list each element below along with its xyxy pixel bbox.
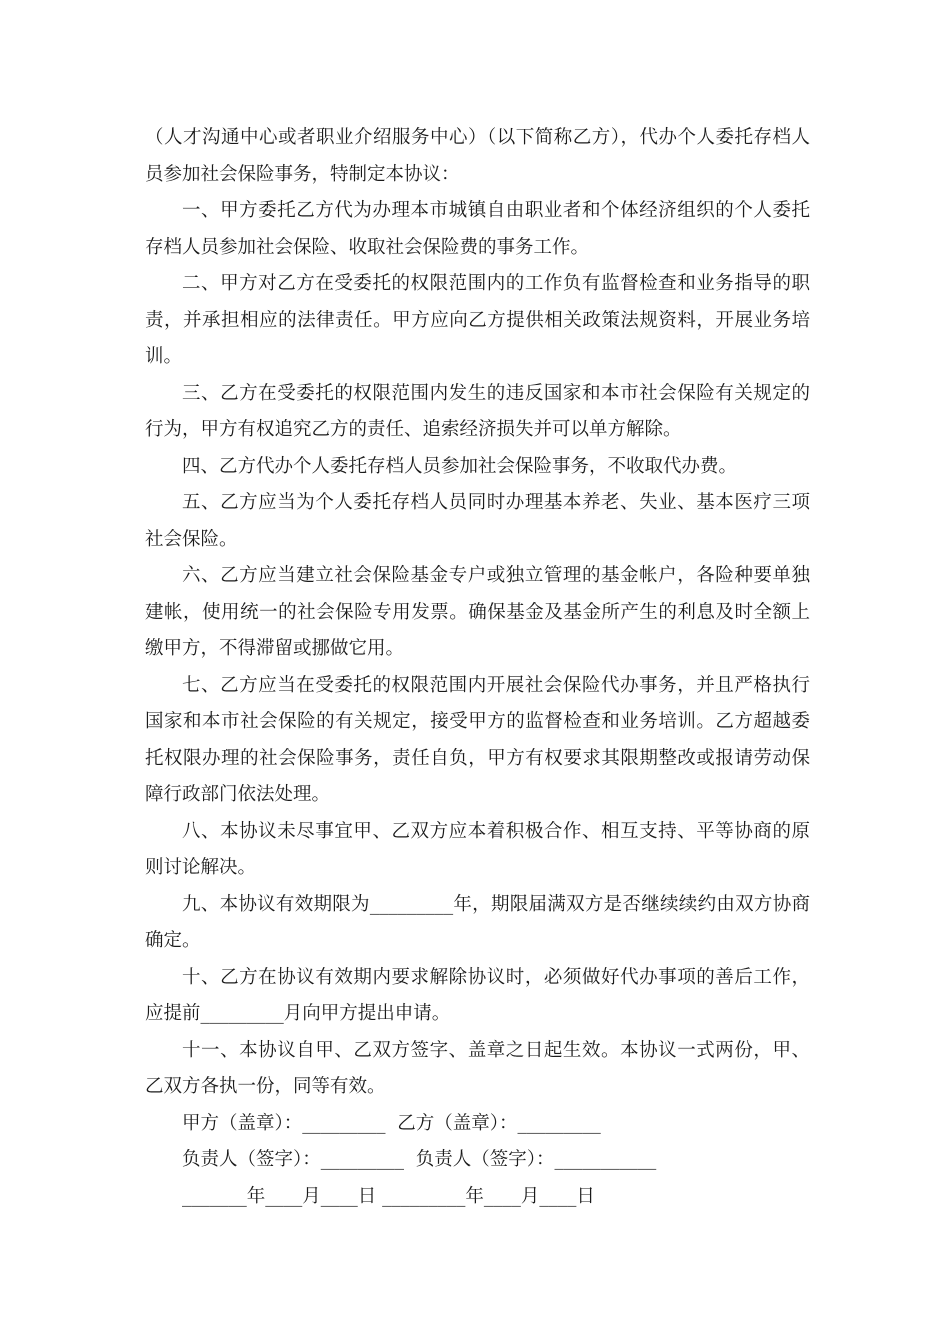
agreement-body xyxy=(145,120,810,1215)
signature-line: 负责人（签字）：_________ 负责人（签字）：___________ xyxy=(182,1149,657,1170)
clause-3: 三、乙方在受委托的权限范围内发生的违反国家和本市社会保险有关规定的行为，甲方有权追究乙方的责任、追索经济损失并可以单方解除。 xyxy=(145,382,810,440)
clause-5: 五、乙方应当为个人委托存档人员同时办理基本养老、失业、基本医疗三项社会保险。 xyxy=(145,492,810,550)
clause-9: 九、本协议有效期限为_________年，期限届满双方是否继续续约由双方协商确定。 xyxy=(145,893,810,951)
clause-7: 七、乙方应当在受委托的权限范围内开展社会保险代办事务，并且严格执行国家和本市社会保险的有关规定，接受甲方的监督检查和业务培训。乙方超越委托权限办理的社会保险事务，责任自负，甲方有权要求其限期整改或报请劳动保障行政部门依法处理。 xyxy=(145,674,810,805)
clause-2: 二、甲方对乙方在受委托的权限范围内的工作负有监督检查和业务指导的职责，并承担相应的法律责任。甲方应向乙方提供相关政策法规资料，开展业务培训。 xyxy=(145,273,810,367)
clause-4: 四、乙方代办个人委托存档人员参加社会保险事务，不收取代办费。 xyxy=(182,455,738,477)
clause-10: 十、乙方在协议有效期内要求解除协议时，必须做好代办事项的善后工作，应提前_________月向甲方提出申请。 xyxy=(145,966,810,1024)
seal-line: 甲方（盖章）：_________ 乙方（盖章）：_________ xyxy=(182,1112,601,1134)
date-line: _______年____月____日 _________年____月____日 xyxy=(182,1185,595,1207)
clause-6: 六、乙方应当建立社会保险基金专户或独立管理的基金帐户，各险种要单独建帐，使用统一的社会保险专用发票。确保基金及基金所产生的利息及时全额上缴甲方，不得滞留或挪做它用。 xyxy=(145,565,810,659)
clause-8: 八、本协议未尽事宜甲、乙双方应本着积极合作、相互支持、平等协商的原则讨论解决。 xyxy=(145,820,810,878)
clause-11: 十一、本协议自甲、乙双方签字、盖章之日起生效。本协议一式两份，甲、乙双方各执一份，同等有效。 xyxy=(145,1039,810,1097)
clause-1: 一、甲方委托乙方代为办理本市城镇自由职业者和个体经济组织的个人委托存档人员参加社会保险、收取社会保险费的事务工作。 xyxy=(145,200,810,258)
intro-paragraph: （人才沟通中心或者职业介绍服务中心）（以下简称乙方），代办个人委托存档人员参加社会保险事务，特制定本协议： xyxy=(145,127,810,185)
